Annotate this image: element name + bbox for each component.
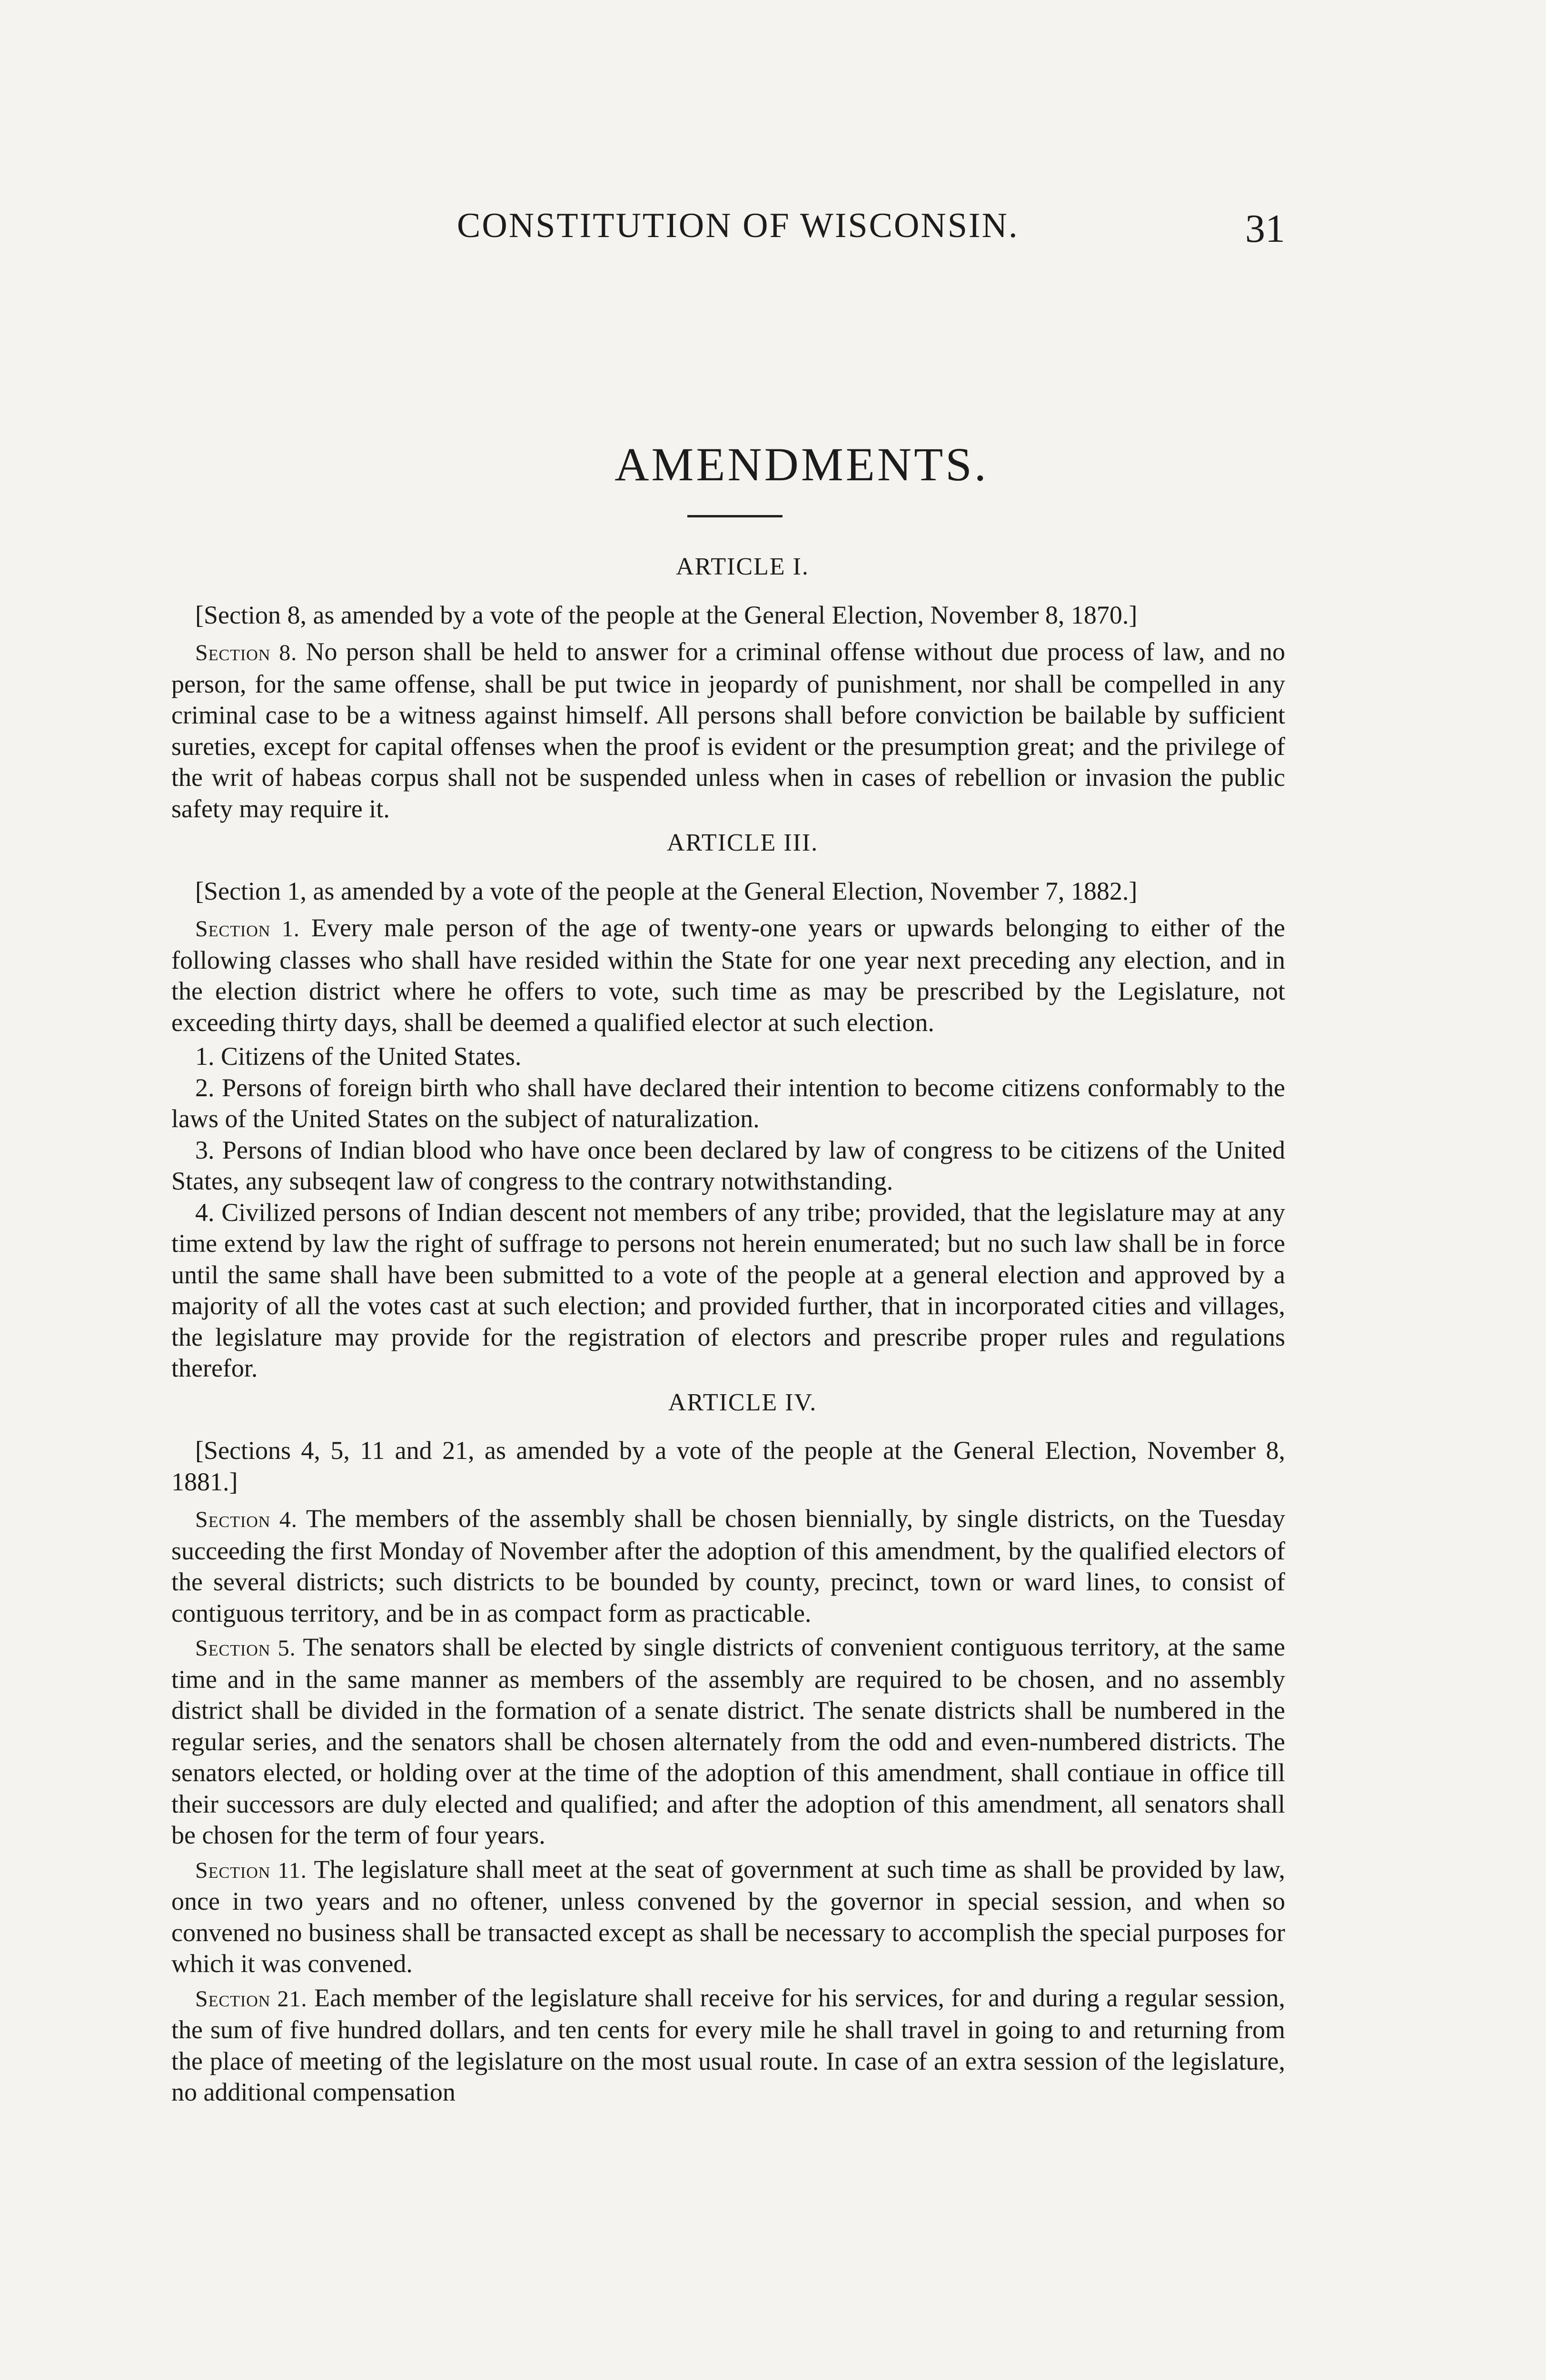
section-label: Section 5. [195, 1636, 296, 1661]
running-title: CONSTITUTION OF WISCONSIN. [457, 206, 1019, 245]
section-paragraph [171, 1632, 1285, 1851]
article-iv [171, 1387, 1285, 2108]
section-paragraph [171, 636, 1285, 824]
section-text: No person shall be held to answer for a criminal offense without due process of law, and no person, for the same offense, shall be put twice in jeopardy of punishment, nor shall be compelled in any criminal case to be a witness against himself. All persons shall before conviction be bailable by sufficient sureties, except for capital offenses when the proof is evident or the presumption great; and the privilege of the writ of habeas corpus shall not be suspended unless when in cases of rebellion or invasion the public safety may require it. [171, 637, 1286, 823]
article-heading: ARTICLE I. [676, 553, 809, 580]
article-heading: ARTICLE IV. [668, 1388, 817, 1416]
list-item: 2. Persons of foreign birth who shall have declared their intention to become citizens conformably to the laws of the United States on the subject of naturalization. [171, 1073, 1285, 1133]
section-label: Section 1. [195, 916, 300, 942]
article-heading: ARTICLE III. [666, 829, 819, 856]
section-paragraph [171, 1503, 1285, 1629]
section-text: Every male person of the age of twenty-one years or upwards belonging to either of the following classes who shall have resided within the State for one year next preceding any election, and in the election district where he offers to vote, such time as may be prescribed by the Legislature, not exceeding thirty days, shall be deemed a qualified elector at such election. [171, 913, 1285, 1037]
page-title: AMENDMENTS. [614, 438, 989, 491]
title-divider [687, 515, 783, 517]
list-item: 4. Civilized persons of Indian descent not members of any tribe; provided, that the legislature may at any time extend by law the right of suffrage to persons not herein enumerated; but no such law shall be in force until the same shall have been submitted to a vote of the people at a general election and approved by a majority of all the votes cast at such election; and provided further, that in incorporated cities and villages, the legislature may provide for the registration of electors and prescribe proper rules and regulations therefor. [171, 1198, 1285, 1382]
amendment-note: [Sections 4, 5, 11 and 21, as amended by a vote of the people at the General Election, November 8, 1881.] [171, 1436, 1285, 1496]
amendment-note: [Section 8, as amended by a vote of the people at the General Election, November 8, 1870.] [195, 600, 1138, 629]
list-item: 3. Persons of Indian blood who have once been declared by law of congress to be citizens of the United States, any subseqent law of congress to the contrary notwithstanding. [171, 1135, 1285, 1195]
amendment-note: [Section 1, as amended by a vote of the people at the General Election, November 7, 1882.] [195, 876, 1138, 905]
list-item: 1. Citizens of the United States. [195, 1042, 522, 1071]
section-label: Section 4. [195, 1507, 297, 1532]
section-label: Section 21. [195, 1986, 307, 2012]
section-paragraph [171, 1983, 1285, 2108]
section-text: The members of the assembly shall be chosen biennially, by single districts, on the Tuesday succeeding the first Monday of November after the adoption of this amendment, by the qualified electors of the several districts; such districts to be bounded by county, precinct, town or ward lines, to consist of contiguous territory, and be in as compact form as practicable. [171, 1504, 1285, 1627]
section-text: The senators shall be elected by single districts of convenient contiguous territory, at the same time and in the same manner as members of the assembly are required to be chosen, and no assembly district shall be divided in the formation of a senate district. The senate districts shall be numbered in the regular series, and the senators shall be chosen alternately from the odd and even-numbered districts. The senators elected, or holding over at the time of the adoption of this amendment, shall contiaue in office till their successors are duly elected and qualified; and after the adoption of this amendment, all senators shall be chosen for the term of four years. [171, 1633, 1285, 1849]
body-text [171, 551, 1285, 2111]
section-label: Section 8. [195, 640, 297, 665]
section-label: Section 11. [195, 1857, 307, 1883]
section-text: The legislature shall meet at the seat of government at such time as shall be provided by law, once in two years and no oftener, unless convened by the governor in special session, and when so convened no business shall be transacted except as shall be necessary to accomplish the special purposes for which it was convened. [171, 1854, 1286, 1978]
article-i [171, 551, 1285, 824]
article-iii [171, 827, 1285, 1384]
section-text: Each member of the legislature shall receive for his services, for and during a regular session, the sum of five hundred dollars, and ten cents for every mile he shall travel in going to and returning from the place of meeting of the legislature on the most usual route. In case of an extra session of the legislature, no additional compensation [171, 1983, 1285, 2106]
running-header [457, 206, 1285, 258]
page-number: 31 [1245, 207, 1285, 251]
section-paragraph [171, 1854, 1285, 1980]
section-paragraph [171, 912, 1285, 1038]
